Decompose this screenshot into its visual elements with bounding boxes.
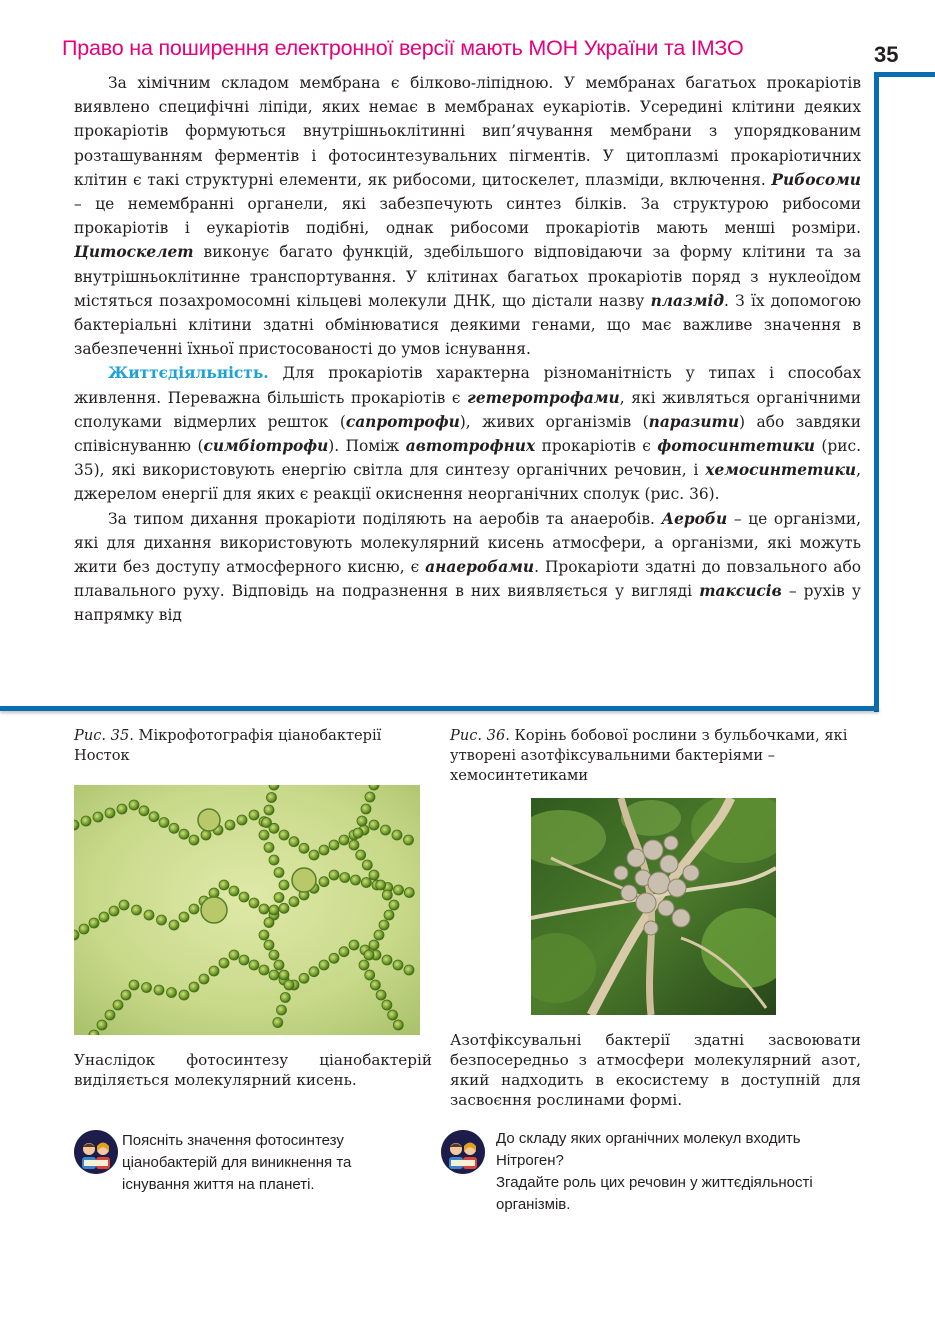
cell-bead: [392, 830, 402, 840]
cell-bead: [167, 988, 177, 998]
cell-bead: [199, 974, 209, 984]
figure-36-text: Азотфіксувальні бактерії здатні засвоювати безпосередньо з атмосфери молекулярний азот, який надходить в екосистему в доступній для засвоєння рослинами формі.: [450, 1031, 861, 1109]
cell-bead: [264, 805, 274, 815]
cell-bead: [229, 950, 239, 960]
cell-bead: [393, 960, 403, 970]
text-run: Для прокаріотів характерна різноманітність у типах і способах живлення. Переважна більшість прокаріотів є: [74, 364, 861, 407]
cell-bead: [349, 840, 359, 850]
cell-bead: [329, 840, 339, 850]
figure-35-label: Рис. 35: [74, 727, 130, 744]
cell-bead: [109, 906, 119, 916]
figure-36-caption-text: . Корінь бобової рослини з бульбочками, які утворені азотфіксувальними бактеріями – хемосинтетиками: [450, 727, 848, 784]
cell-bead: [356, 850, 366, 860]
text-run: – це організми, які для дихання використовують молекулярний кисень атмосфери, а організми, які можуть жити без доступу атмосферного кисню, є: [74, 509, 861, 577]
cell-bead: [179, 990, 189, 1000]
cell-bead: [319, 960, 329, 970]
cell-bead: [274, 868, 284, 878]
cell-bead: [259, 930, 269, 940]
cell-bead: [309, 850, 319, 860]
text-run: виконує багато функцій, здебільшого відповідаючи за форму клітини та за внутрішньоклітинне транспортування. У клітинах багатьох прокаріотів поряд з нуклеоїдом містяться позахромосомні кільцеві молекули ДНК, що дістали назву: [74, 243, 861, 310]
cell-bead: [119, 900, 129, 910]
term-saprotrophs: сапротрофи: [345, 412, 460, 431]
cell-bead: [376, 990, 386, 1000]
text-run: ). Поміж: [328, 437, 406, 456]
cell-bead: [239, 955, 249, 965]
cell-bead: [113, 1000, 123, 1010]
cell-bead: [229, 886, 239, 896]
cell-bead: [353, 828, 363, 838]
figure-36-label: Рис. 36: [450, 727, 506, 744]
cell-bead: [349, 940, 359, 950]
cell-bead: [361, 878, 371, 888]
cell-bead: [132, 905, 142, 915]
cell-bead: [404, 835, 414, 845]
question-2-line-2: Згадайте роль цих речовин у життєдіяльності організмів.: [496, 1174, 813, 1213]
cell-bead: [99, 912, 109, 922]
cell-bead: [157, 915, 167, 925]
heterocyst-cell: [292, 868, 316, 892]
legume-root-nodules-image: [531, 798, 776, 1015]
paragraph-membrane: [74, 71, 861, 361]
cell-bead: [219, 880, 229, 890]
text-run: , які живляться органічними сполуками відмерлих решток (: [74, 388, 861, 431]
cell-bead: [189, 904, 199, 914]
text-run: . З їх допомогою бактеріальні клітини здатні обмінюватися деякими генами, що має важливе значення в забезпеченні їхньої пристосованості до умов існування.: [74, 291, 861, 359]
cell-bead: [249, 810, 259, 820]
cell-bead: [81, 816, 91, 826]
cell-bead: [219, 958, 229, 968]
cell-bead: [259, 965, 269, 975]
cell-bead: [249, 898, 259, 908]
frame-line-bottom: [0, 706, 879, 711]
cell-bead: [319, 877, 329, 887]
cell-bead: [329, 953, 339, 963]
term-chemosynthetics: хемосинтетики: [705, 461, 857, 480]
paragraph-respiration: [74, 507, 861, 628]
copyright-header: Право на поширення електронної версії мають МОН України та ІМЗО: [62, 36, 744, 60]
paragraph-vital-activity: [74, 361, 861, 506]
cell-bead: [382, 1000, 392, 1010]
text-run: – це немембранні органели, які забезпечують синтез білків. За структурою рибосоми прокаріотів і еукаріотів подібні, однак рибосоми прокаріотів мають менші розміри.: [74, 195, 861, 238]
cell-bead: [279, 970, 289, 980]
cell-bead: [269, 855, 279, 865]
cell-bead: [340, 873, 350, 883]
cell-bead: [264, 940, 274, 950]
frame-line-right: [874, 72, 879, 712]
cell-bead: [289, 897, 299, 907]
term-aerobes: Аероби: [661, 509, 728, 528]
cell-bead: [169, 823, 179, 833]
cell-bead: [361, 804, 371, 814]
cell-bead: [129, 800, 139, 810]
cell-bead: [209, 966, 219, 976]
cell-bead: [289, 837, 299, 847]
cell-bead: [264, 843, 274, 853]
cell-bead: [189, 982, 199, 992]
cell-bead: [284, 980, 294, 990]
cell-bead: [389, 900, 399, 910]
cell-bead: [237, 815, 247, 825]
cell-bead: [264, 918, 274, 928]
cell-bead: [121, 990, 131, 1000]
term-autotrophic: автотрофних: [405, 437, 536, 456]
cell-bead: [269, 905, 279, 915]
cell-bead: [299, 843, 309, 853]
cell-bead: [404, 965, 414, 975]
cell-bead: [154, 985, 164, 995]
cell-bead: [364, 950, 374, 960]
cell-bead: [279, 830, 289, 840]
cell-bead: [388, 1010, 398, 1020]
cell-bead: [259, 830, 269, 840]
cell-bead: [129, 980, 139, 990]
text-run: ), живих організмів (: [459, 412, 649, 431]
cell-bead: [369, 940, 379, 950]
cell-bead: [269, 950, 279, 960]
text-run: – рухів у напрямку від: [74, 582, 861, 625]
cell-bead: [381, 825, 391, 835]
heterocyst-cell: [201, 897, 227, 923]
cell-bead: [179, 912, 189, 922]
cell-bead: [262, 818, 272, 828]
term-plasmids: плазмід: [650, 291, 725, 310]
text-run: , джерелом енергії для яких є реакції окиснення неорганічних сполук (рис. 36).: [74, 461, 861, 504]
cell-bead: [97, 1020, 107, 1030]
cell-bead: [374, 930, 384, 940]
section-heading: Життєдіяльність.: [108, 364, 269, 383]
term-photosynthetics: фотосинтетики: [657, 437, 815, 456]
heterocyst-cell: [198, 809, 220, 831]
cell-bead: [105, 1010, 115, 1020]
cell-bead: [169, 920, 179, 930]
term-anaerobes: анаеробами: [425, 558, 535, 577]
text-run: За хімічним складом мембрана є білково-ліпідною. У мембранах багатьох прокаріотів виявлено специфічні ліпіди, яких немає в мембранах еукаріотів. Усередині клітини деяких прокаріотів формуються внутрішньоклітинні вип’ячування мембрани з упорядкованим розташуванням ферментів і фотосинтезувальних пігментів. У цитоплазмі прокаріотичних клітин є такі структурні елементи, як рибосоми, цитоскелет, плазміди, включення.: [74, 74, 861, 189]
cell-bead: [339, 835, 349, 845]
cell-bead: [139, 806, 149, 816]
cell-bead: [277, 1005, 287, 1015]
cell-bead: [269, 970, 279, 980]
cell-bead: [93, 812, 103, 822]
cell-bead: [329, 870, 339, 880]
nostoc-micrograph-image: [74, 785, 420, 1035]
cell-bead: [144, 910, 154, 920]
term-heterotrophs: гетеротрофами: [467, 388, 620, 407]
cell-bead: [279, 903, 289, 913]
question-2-line-1: До складу яких органічних молекул входить Нітроген?: [496, 1130, 801, 1169]
cell-bead: [159, 818, 169, 828]
figure-35-text: Унаслідок фотосинтезу ціанобактерій виділяється молекулярний кисень.: [74, 1051, 432, 1089]
main-text: [74, 71, 861, 628]
term-ribosomes: Рибосоми: [771, 170, 861, 189]
cell-bead: [259, 904, 269, 914]
term-parasites: паразити: [648, 412, 740, 431]
cell-bead: [379, 920, 389, 930]
cell-bead: [280, 993, 290, 1003]
cell-bead: [299, 973, 309, 983]
figure-35-caption: [74, 726, 434, 766]
students-question-icon: [74, 1130, 118, 1174]
term-cytoskeleton: Цитоскелет: [74, 243, 194, 262]
figure-36-caption: [450, 726, 862, 786]
cell-bead: [89, 918, 99, 928]
cell-bead: [369, 870, 379, 880]
cell-bead: [267, 793, 277, 803]
cell-bead: [404, 888, 414, 898]
cell-bead: [179, 829, 189, 839]
cell-bead: [369, 820, 379, 830]
cell-bead: [365, 792, 375, 802]
students-question-icon: [441, 1130, 485, 1174]
text-run: ) або завдяки співіснуванню (: [74, 412, 862, 456]
text-run: прокаріотів є: [535, 437, 658, 456]
question-2: [496, 1128, 856, 1216]
text-run: (рис. 35), які використовують енергію світла для синтезу органічних речовин, і: [74, 437, 861, 480]
cell-bead: [239, 892, 249, 902]
cell-bead: [274, 893, 284, 903]
cell-bead: [393, 1020, 403, 1030]
cell-bead: [382, 955, 392, 965]
cell-bead: [105, 808, 115, 818]
cell-bead: [189, 835, 199, 845]
cell-bead: [384, 910, 394, 920]
cell-bead: [249, 960, 259, 970]
cell-bead: [357, 816, 367, 826]
figure-35-caption-text: . Мікрофотографія ціанобактерії Носток: [74, 727, 382, 764]
text-run: . Прокаріоти здатні до повзального або плавального руху. Відповідь на подразнення в них виявляється у вигляді: [74, 558, 861, 601]
cell-bead: [359, 960, 369, 970]
cell-bead: [351, 875, 361, 885]
cell-bead: [394, 885, 404, 895]
cell-bead: [309, 967, 319, 977]
cell-bead: [142, 983, 152, 993]
cell-bead: [225, 820, 235, 830]
cell-bead: [279, 880, 289, 890]
students-question-icon: [441, 1130, 485, 1174]
text-run: За типом дихання прокаріоти поділяють на аеробів та анаеробів.: [108, 509, 662, 528]
question-1: Поясніть значення фотосинтезу ціанобактерій для виникнення та існування життя на планеті.: [122, 1132, 352, 1193]
cell-bead: [273, 1018, 283, 1028]
cell-bead: [274, 960, 284, 970]
term-taxes: таксисів: [699, 582, 782, 601]
cell-bead: [382, 890, 392, 900]
cell-bead: [149, 812, 159, 822]
cell-bead: [370, 980, 380, 990]
frame-line-top: [874, 72, 935, 77]
cell-bead: [339, 947, 349, 957]
term-symbiotrophs: симбіотрофи: [203, 437, 329, 456]
students-question-icon: [74, 1130, 118, 1174]
cell-bead: [365, 970, 375, 980]
page-number: 35: [874, 42, 899, 67]
cell-bead: [319, 845, 329, 855]
cell-bead: [79, 924, 89, 934]
cell-bead: [376, 880, 386, 890]
cell-bead: [362, 860, 372, 870]
cell-bead: [117, 804, 127, 814]
